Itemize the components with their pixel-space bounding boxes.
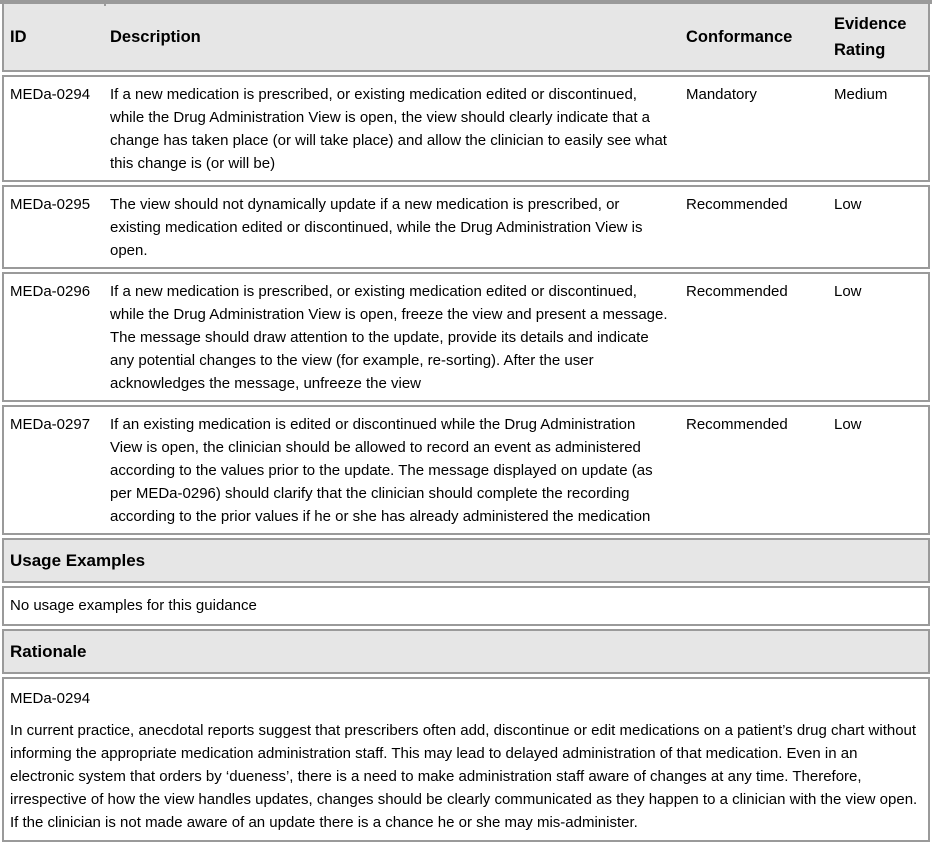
column-header-description: Description — [110, 28, 201, 46]
column-header-id: ID — [10, 28, 27, 46]
row-evidence-rating: Low — [834, 416, 862, 433]
section-header-rationale: Rationale — [2, 629, 930, 674]
table-top-border — [0, 0, 932, 4]
row-evidence-rating: Low — [834, 283, 862, 300]
row-description: If an existing medication is edited or discontinued while the Drug Administration View is open, the clinician should be allowed to record an event as administered according to the values prior to the update. The message displayed on update (as per MEDa-0296) should clarify that the clinician should complete the recording according to the prior values if he or she has already administered the medication — [110, 416, 653, 525]
row-description: The view should not dynamically update if a new medication is prescribed, or existing medication edited or discontinued, while the Drug Administration View is open. — [110, 196, 643, 259]
guidance-document — [2, 4, 930, 842]
table-row — [2, 272, 930, 402]
row-conformance: Mandatory — [686, 86, 757, 103]
rationale-ref-id: MEDa-0294 — [10, 690, 91, 707]
row-id: MEDa-0295 — [10, 196, 91, 213]
table-row — [2, 405, 930, 535]
section-header-usage-examples: Usage Examples — [2, 538, 930, 583]
column-divider-tick — [104, 0, 106, 6]
usage-examples-body: No usage examples for this guidance — [2, 586, 930, 626]
column-header-evidence-rating: Evidence Rating — [834, 15, 907, 59]
table-header-row — [2, 4, 930, 72]
row-id: MEDa-0294 — [10, 86, 91, 103]
row-evidence-rating: Low — [834, 196, 862, 213]
rationale-text: In current practice, anecdotal reports suggest that prescribers often add, discontinue or edit medications on a patient’s drug chart without informing the appropriate medication administration staff. This may lead to delayed administration of that medication. Even in an electronic system that orders by ‘dueness’, there is a need to make administration staff aware of changes at any time. Therefore, irrespective of how the view handles updates, changes should be clearly communicated as they happen to a clinician with the view open. If the clinician is not made aware of an update there is a chance he or she may mis-administer. — [10, 722, 918, 831]
row-description: If a new medication is prescribed, or existing medication edited or discontinued, while the Drug Administration View is open, the view should clearly indicate that a change has taken place (or will take place) and allow the clinician to easily see what this change is (or will be) — [110, 86, 667, 172]
row-conformance: Recommended — [686, 416, 788, 433]
row-id: MEDa-0297 — [10, 416, 91, 433]
row-conformance: Recommended — [686, 283, 788, 300]
row-evidence-rating: Medium — [834, 86, 888, 103]
row-conformance: Recommended — [686, 196, 788, 213]
row-description: If a new medication is prescribed, or existing medication edited or discontinued, while the Drug Administration View is open, freeze the view and present a message. The message should draw attention to the update, provide its details and indicate any potential changes to the view (for example, re-sorting). After the user acknowledges the message, unfreeze the view — [110, 283, 668, 392]
row-id: MEDa-0296 — [10, 283, 91, 300]
column-header-conformance: Conformance — [686, 28, 793, 46]
rationale-body — [2, 677, 930, 842]
table-row — [2, 75, 930, 182]
table-row — [2, 185, 930, 269]
